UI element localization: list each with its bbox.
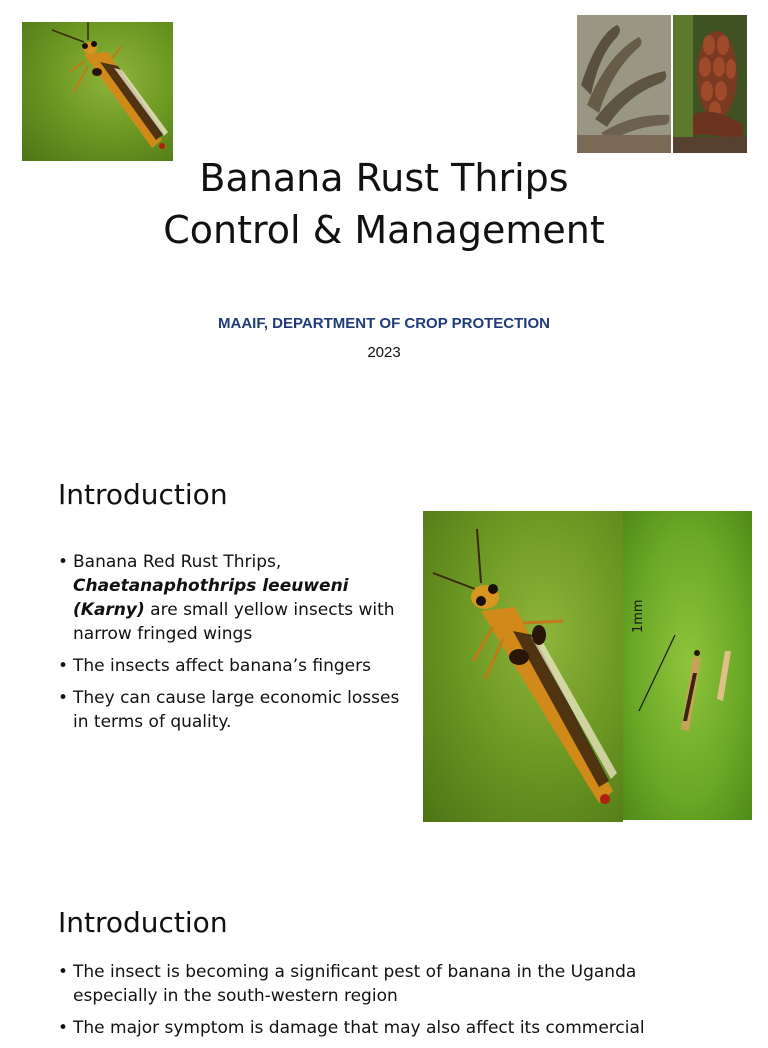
bullet-text: The major symptom is damage that may also affect its commercial	[73, 1018, 645, 1038]
introduction-slide	[0, 460, 768, 860]
bullet-item	[58, 550, 408, 646]
thrips-insect-drawing	[22, 22, 173, 161]
thrips-scale-drawing	[623, 511, 752, 820]
publication-year: 2023	[367, 344, 401, 361]
thrips-insect-photo	[22, 22, 173, 161]
bullet-item	[58, 686, 408, 734]
scale-label: 1mm	[631, 599, 646, 633]
bullet-item	[58, 1016, 718, 1040]
title-line-2: Control & Management	[163, 208, 605, 252]
banana-fingers-drawing	[577, 15, 671, 153]
bullet-text: Banana Red Rust Thrips,	[73, 552, 282, 572]
introduction-slide-2	[0, 890, 768, 1038]
title-slide	[0, 0, 768, 430]
scale-bar	[639, 635, 675, 711]
thrips-closeup-photo	[423, 511, 623, 822]
slide-heading: Introduction	[58, 906, 228, 939]
bullet-list	[58, 960, 718, 1048]
bullet-list	[58, 550, 408, 742]
banana-bunch-drawing	[673, 15, 747, 153]
scientific-name: Chaetanaphothrips leeuweni (Karny)	[73, 576, 349, 620]
thrips-scale-photo	[623, 511, 752, 820]
bullet-text: The insect is becoming a significant pest of banana in the Uganda especially in the south-western region	[73, 962, 637, 1006]
title-line-1: Banana Rust Thrips	[199, 156, 569, 200]
bullet-text: The insects affect banana’s fingers	[73, 656, 371, 676]
bullet-text: They can cause large economic losses in terms of quality.	[73, 688, 400, 732]
bullet-text: are small yellow insects with narrow fringed wings	[73, 600, 395, 644]
organization-name: MAAIF, DEPARTMENT OF CROP PROTECTION	[218, 315, 550, 332]
bullet-item	[58, 960, 718, 1008]
rust-damaged-banana-bunch-photo	[673, 15, 747, 153]
slide-heading: Introduction	[58, 478, 228, 511]
thrips-closeup-drawing	[423, 511, 623, 822]
bullet-item	[58, 654, 408, 678]
slide-title	[0, 152, 768, 256]
damaged-banana-fingers-photo	[577, 15, 671, 153]
